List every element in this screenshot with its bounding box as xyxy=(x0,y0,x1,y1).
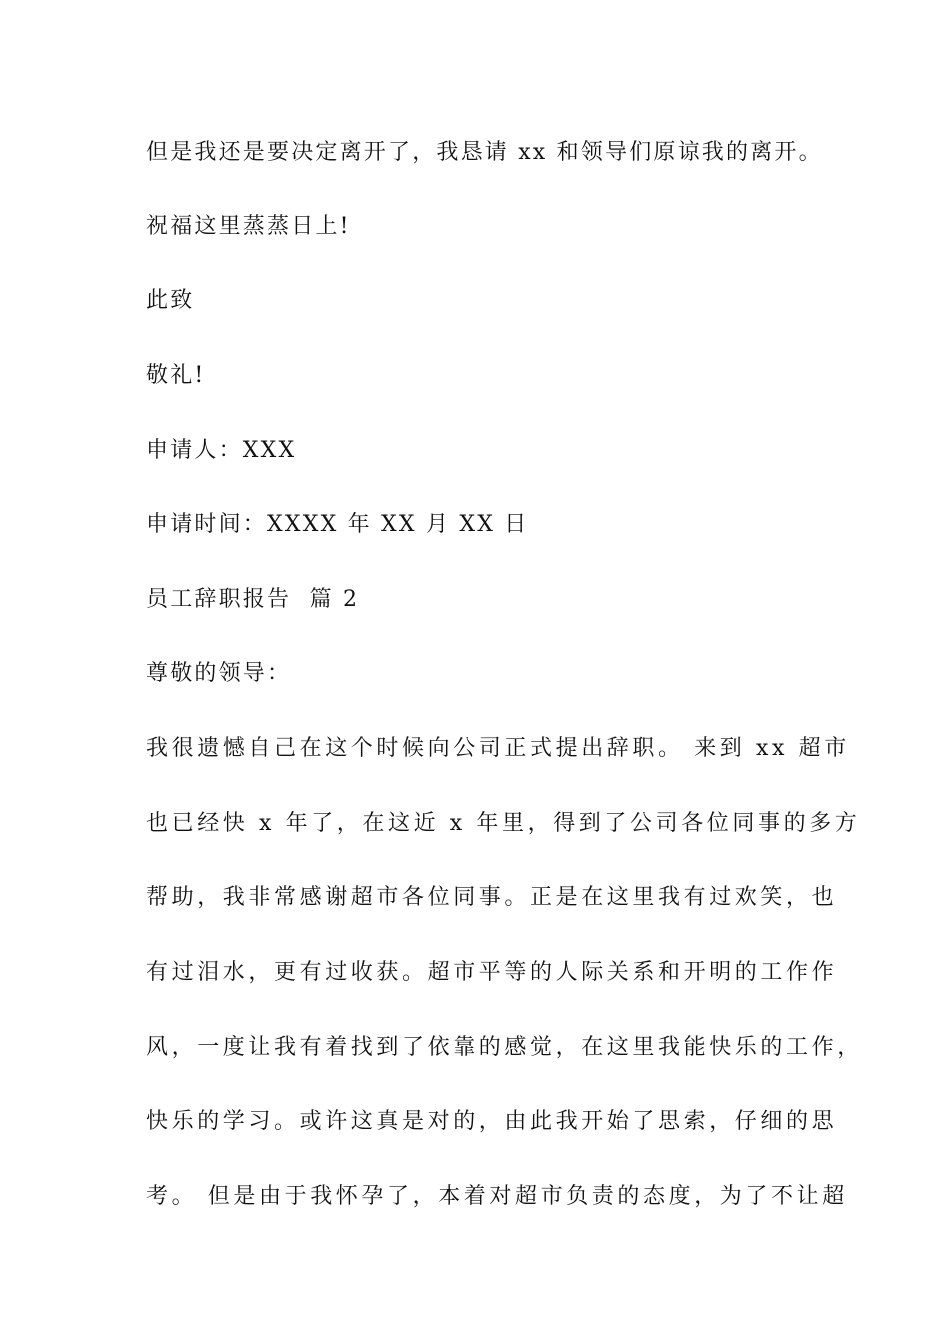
paragraph-line-2: 祝福这里蒸蒸日上! xyxy=(146,214,351,239)
body-line-3: 帮助，我非常感谢超市各位同事。正是在这里我有过欢笑，也 xyxy=(146,885,838,910)
section-heading: 员工辞职报告 篇 2 xyxy=(146,587,360,612)
applicant-line: 申请人：XXX xyxy=(146,438,297,463)
body-line-5: 风，一度让我有着找到了依靠的感觉，在这里我能快乐的工作， xyxy=(146,1035,863,1060)
salutation-line: 敬礼! xyxy=(146,363,206,388)
body-line-2: 也已经快 x 年了，在这近 x 年里，得到了公司各位同事的多方 xyxy=(146,811,861,836)
body-line-1: 我很遗憾自己在这个时候向公司正式提出辞职。 来到 xx 超市 xyxy=(146,736,850,761)
greeting-line: 尊敬的领导： xyxy=(146,661,292,686)
closing-line: 此致 xyxy=(146,288,195,313)
date-line: 申请时间：XXXX 年 XX 月 XX 日 xyxy=(146,512,529,537)
paragraph-line-1: 但是我还是要决定离开了，我恳请 xx 和领导们原谅我的离开。 xyxy=(146,140,823,165)
body-line-6: 快乐的学习。或许这真是对的，由此我开始了思索，仔细的思 xyxy=(146,1109,838,1134)
body-line-4: 有过泪水，更有过收获。超市平等的人际关系和开明的工作作 xyxy=(146,960,838,985)
body-line-7: 考。 但是由于我怀孕了，本着对超市负责的态度，为了不让超 xyxy=(146,1184,848,1209)
